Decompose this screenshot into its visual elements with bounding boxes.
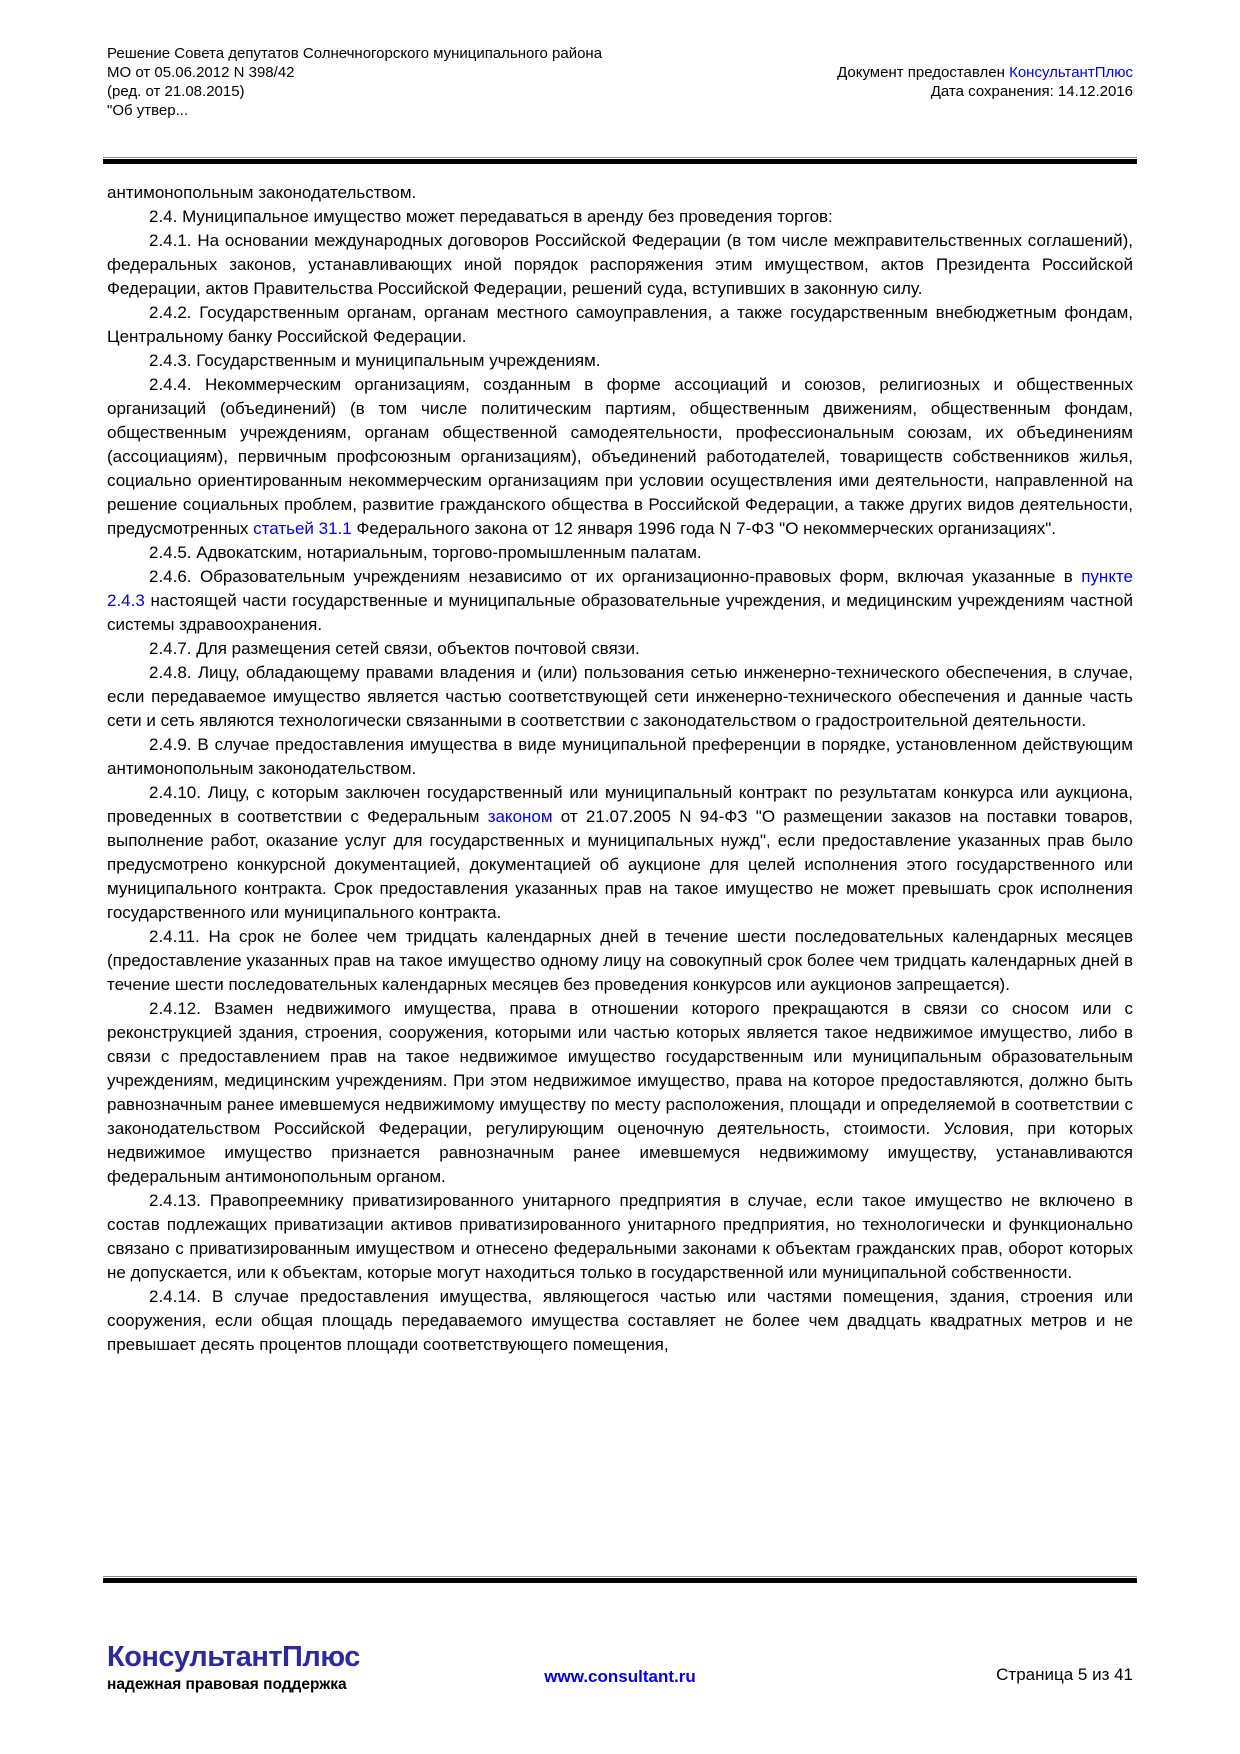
paragraph: [107, 781, 1133, 925]
paragraph: [107, 205, 1133, 229]
paragraph: [107, 301, 1133, 349]
footer-divider: [103, 1576, 1137, 1583]
text-run: настоящей части государственные и муниципальные образовательные учреждения, и медицинским учреждениям частной системы здравоохранения.: [107, 591, 1133, 634]
document-title-line: "Об утвер...: [107, 102, 189, 119]
consultantplus-header-link[interactable]: КонсультантПлюс: [1009, 64, 1133, 81]
inline-doc-link[interactable]: законом: [487, 807, 553, 826]
text-run: от 21.07.2005 N 94-ФЗ "О размещении заказов на поставки товаров, выполнение работ, оказание услуг для государственных и муниципальных нужд", если предоставление указанных прав было предусмотрено конкурсной документацией, документацией об аукционе для целей исполнения этого государственного или муниципального контракта. Срок предоставления указанных прав на такое имущество не может превышать срок исполнения государственного или муниципального контракта.: [107, 807, 1133, 922]
document-body: [107, 181, 1133, 1573]
paragraph: [107, 997, 1133, 1189]
divider-thick-line: [103, 1578, 1137, 1583]
text-run: 2.4.10. Лицу, с которым заключен государственный или муниципальный контракт по результатам конкурса или аукциона, проведенных в соответствии с Федеральным: [107, 783, 1133, 826]
text-run: 2.4.8. Лицу, обладающему правами владения и (или) пользования сетью инженерно-технического обеспечения, в случае, если передаваемое имущество является частью соответствующей сети инженерно-технического обеспечения и данные часть сети и сеть являются технологически связанными в соответствии с законодательством о градостроительной деятельности.: [107, 663, 1133, 730]
provider-info-block: [837, 44, 1133, 120]
paragraph: [107, 925, 1133, 997]
page-header: [107, 44, 1133, 120]
text-run: антимонопольным законодательством.: [107, 183, 417, 202]
divider-thick-line: [103, 159, 1137, 164]
paragraph: [107, 661, 1133, 733]
text-run: 2.4.14. В случае предоставления имущества, являющегося частью или частями помещения, здания, строения или сооружения, если общая площадь передаваемого имущества составляет не более чем двадцать квадратных метров и не превышает десять процентов площади соответствующего помещения,: [107, 1287, 1133, 1354]
text-run: 2.4. Муниципальное имущество может передаваться в аренду без проведения торгов:: [149, 207, 833, 226]
paragraph: [107, 1285, 1133, 1357]
inline-doc-link[interactable]: статьей 31.1: [253, 519, 352, 538]
paragraph: [107, 565, 1133, 637]
text-run: 2.4.9. В случае предоставления имущества в виде муниципальной преференции в порядке, установленном действующим антимонопольным законодательством.: [107, 735, 1133, 778]
text-run: 2.4.7. Для размещения сетей связи, объектов почтовой связи.: [149, 639, 640, 658]
text-run: 2.4.1. На основании международных договоров Российской Федерации (в том числе межправительственных соглашений), федеральных законов, устанавливающих иной порядок распоряжения этим имуществом, актов Президента Российской Федерации, актов Правительства Российской Федерации, решений суда, вступивших в законную силу.: [107, 231, 1133, 298]
header-divider: [103, 157, 1137, 164]
provided-by-line: [837, 63, 1133, 82]
paragraph: [107, 373, 1133, 541]
paragraph: [107, 637, 1133, 661]
text-run: 2.4.6. Образовательным учреждениям независимо от их организационно-правовых форм, включая указанные в: [149, 567, 1082, 586]
divider-thin-line: [103, 1576, 1137, 1577]
document-title-line: МО от 05.06.2012 N 398/42: [107, 64, 295, 81]
text-run: 2.4.3. Государственным и муниципальным учреждениям.: [149, 351, 601, 370]
text-run: 2.4.11. На срок не более чем тридцать календарных дней в течение шести последовательных календарных месяцев (предоставление указанных прав на такое имущество одному лицу на совокупный срок более чем тридцать календарных дней в течение шести последовательных календарных месяцев без проведения конкурсов или аукционов запрещается).: [107, 927, 1133, 994]
document-title-line: Решение Совета депутатов Солнечногорского муниципального района: [107, 45, 603, 62]
brand-slogan: надежная правовая поддержка: [107, 1676, 347, 1693]
text-run: 2.4.12. Взамен недвижимого имущества, права в отношении которого прекращаются в связи со сносом или с реконструкцией здания, строения, сооружения, которыми или частью которых является такое недвижимое имущество, либо в связи с предоставлением прав на такое недвижимое имущество государственным или муниципальным образовательным учреждениям, медицинским учреждениям. При этом недвижимое имущество, права на которое предоставляются, должно быть равнозначным ранее имевшемуся недвижимому имуществу по месту расположения, площади и определяемой в соответствии с законодательством Российской Федерации, регулирующим оценочную деятельность, стоимости. Условия, при которых недвижимое имущество признается равнозначным ранее имевшемуся недвижимому имуществу, устанавливаются федеральным антимонопольным органом.: [107, 999, 1133, 1186]
consultantplus-logo: КонсультантПлюс: [107, 1641, 360, 1673]
paragraph: [107, 181, 1133, 205]
save-date-label: Дата сохранения: 14.12.2016: [930, 83, 1133, 100]
page-footer: [107, 1641, 1133, 1721]
consultant-url-link[interactable]: www.consultant.ru: [544, 1667, 696, 1686]
text-run: Федерального закона от 12 января 1996 года N 7-ФЗ "О некоммерческих организациях".: [351, 519, 1056, 538]
page-number-label: Страница 5 из 41: [996, 1665, 1133, 1684]
text-run: 2.4.5. Адвокатским, нотариальным, торгово-промышленным палатам.: [149, 543, 702, 562]
text-run: 2.4.13. Правопреемнику приватизированного унитарного предприятия в случае, если такое имущество не включено в состав подлежащих приватизации активов приватизированного унитарного предприятия, но технологически и функционально связано с приватизированным имуществом и отнесено федеральными законами к объектам гражданских прав, оборот которых не допускается, или к объектам, которые могут находиться только в государственной или муниципальной собственности.: [107, 1191, 1133, 1282]
inline-doc-link[interactable]: пункте 2.4.3: [107, 567, 1133, 610]
document-title-line: (ред. от 21.08.2015): [107, 83, 245, 100]
paragraph: [107, 1189, 1133, 1285]
paragraph: [107, 541, 1133, 565]
document-title-block: [107, 44, 602, 120]
paragraph: [107, 733, 1133, 781]
paragraph: [107, 349, 1133, 373]
divider-thin-line: [103, 157, 1137, 158]
text-run: 2.4.2. Государственным органам, органам местного самоуправления, а также государственным внебюджетным фондам, Центральному банку Российской Федерации.: [107, 303, 1133, 346]
provided-by-label: Документ предоставлен: [837, 64, 1010, 81]
text-run: 2.4.4. Некоммерческим организациям, созданным в форме ассоциаций и союзов, религиозных и общественных организаций (объединений) (в том числе политическим партиям, общественным движениям, общественным фондам, общественным учреждениям, органам общественной самодеятельности, профессиональным союзам, их объединениям (ассоциациям), первичным профсоюзным организациям), объединений работодателей, товариществ собственников жилья, социально ориентированным некоммерческим организациям при условии осуществления ими деятельности, направленной на решение социальных проблем, развитие гражданского общества в Российской Федерации, а также других видов деятельности, предусмотренных: [107, 375, 1133, 538]
paragraph: [107, 229, 1133, 301]
